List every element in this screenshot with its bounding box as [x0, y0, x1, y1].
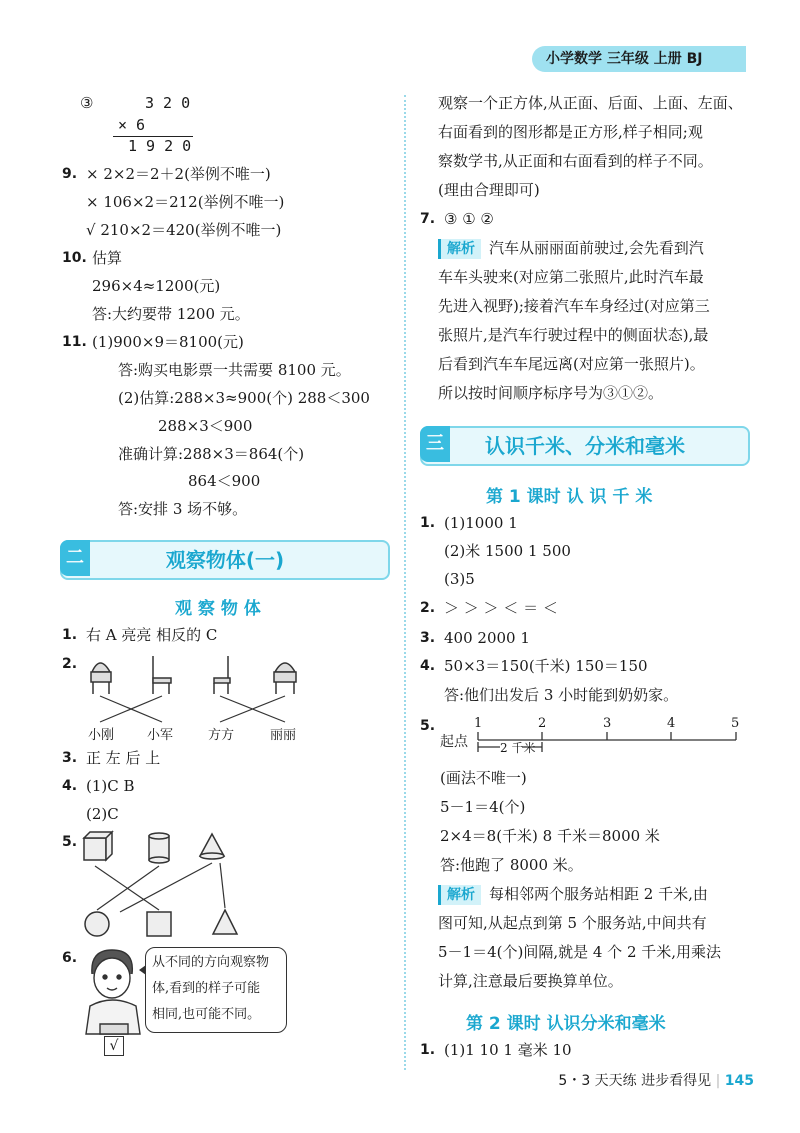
q11-line5: 准确计算:288×3＝864(个)	[118, 445, 305, 463]
b5-line1: (画法不唯一)	[440, 769, 527, 787]
q11-number: 11.	[62, 334, 87, 350]
q3-row2: × 6	[118, 116, 146, 134]
name-lili: 丽丽	[270, 728, 297, 743]
analysis1-text1: 汽车从丽丽面前驶过,会先看到汽	[489, 239, 704, 257]
lesson1-subtitle: 第 1 课时 认 识 千 米	[486, 487, 653, 507]
footer-text: 5・3 天天练 进步看得见	[558, 1073, 716, 1089]
a4-line1: (1)C B	[86, 777, 135, 795]
a3-text: 正 左 后 上	[86, 749, 161, 767]
analysis2-text1: 每相邻两个服务站相距 2 千米,由	[489, 885, 708, 903]
top-line3: 察数学书,从正面和右面看到的样子不同。	[438, 152, 713, 170]
q10-line3: 答:大约要带 1200 元。	[92, 305, 250, 323]
tick-1: 1	[474, 716, 483, 731]
a3-number: 3.	[62, 750, 78, 766]
a1-text: 右 A 亮亮 相反的 C	[86, 626, 218, 644]
b5-line4: 答:他跑了 8000 米。	[440, 856, 583, 874]
tick-2: 2	[538, 716, 547, 731]
speech-bubble-tail	[139, 965, 146, 975]
name-xiaogang: 小刚	[88, 728, 115, 743]
q11-line6: 864＜900	[188, 472, 261, 490]
q10-number: 10.	[62, 250, 87, 266]
span-label: 2 千米	[500, 741, 536, 755]
analysis1-line2: 车车头驶来(对应第二张照片,此时汽车最	[438, 268, 704, 286]
b5-line2: 5－1＝4(个)	[440, 798, 526, 816]
q3-row1: 3 2 0	[145, 94, 191, 112]
analysis2-line3: 5－1＝4(个)间隔,就是 4 个 2 千米,用乘法	[438, 943, 722, 961]
bubble-line2: 体,看到的样子可能	[152, 981, 261, 996]
q7-answer: ③ ① ②	[444, 210, 494, 228]
lesson2-subtitle: 第 2 课时 认识分米和毫米	[466, 1014, 666, 1034]
b4-line2: 答:他们出发后 3 小时能到奶奶家。	[444, 686, 679, 704]
cylinder-icon	[149, 833, 169, 839]
section-title: 认识千米、分米和毫米	[485, 434, 685, 458]
q10-line1: 估算	[92, 249, 123, 267]
footer	[0, 1070, 754, 1090]
section-banner-3	[420, 426, 750, 466]
q11-line3: (2)估算:288×3≈900(个) 288＜300	[118, 389, 370, 407]
analysis1-line6: 所以按时间顺序标序号为③①②。	[438, 384, 664, 402]
analysis1-line1	[438, 238, 704, 259]
b1-line3: (3)5	[444, 570, 475, 588]
header-tag: 小学数学 三年级 上册 BJ	[532, 46, 746, 72]
q7-number: 7.	[420, 211, 436, 227]
cube-icon	[84, 838, 106, 860]
analysis-tag: 解析	[438, 885, 481, 905]
b2-answer: ＞ ＞ ＞ ＜ ＝ ＜	[444, 599, 558, 617]
a6-number: 6.	[62, 950, 78, 966]
analysis-tag: 解析	[438, 239, 481, 259]
shapes-diagram	[80, 828, 260, 940]
boy-illustration	[80, 944, 150, 1039]
footer-separator: |	[715, 1073, 721, 1089]
c1-number: 1.	[420, 1042, 436, 1058]
b3-answer: 400 2000 1	[444, 629, 530, 647]
b4-number: 4.	[420, 658, 436, 674]
name-fangfang: 方方	[208, 728, 235, 743]
c1-answer: (1)1 10 1 毫米 10	[444, 1041, 572, 1059]
q11-line7: 答:安排 3 场不够。	[118, 500, 248, 518]
tick-5: 5	[731, 716, 740, 731]
analysis1-line4: 张照片,是汽车行驶过程中的侧面状态),最	[438, 326, 709, 344]
a5-number: 5.	[62, 834, 78, 850]
analysis1-line5: 后看到汽车车尾远离(对应第一张照片)。	[438, 355, 705, 373]
chair-icon	[92, 663, 110, 672]
q3-row3: 1 9 2 0	[128, 137, 192, 155]
q9-line3: √ 210×2＝420(举例不唯一)	[86, 221, 282, 239]
bubble-line3: 相同,也可能不同。	[152, 1007, 261, 1022]
b3-number: 3.	[420, 630, 436, 646]
section-banner-2	[60, 540, 390, 580]
section-number: 三	[420, 426, 450, 462]
q3-label: ③	[80, 94, 94, 112]
chairs-diagram	[80, 650, 320, 725]
q11-line1: (1)900×9＝8100(元)	[92, 333, 244, 351]
analysis2-line4: 计算,注意最后要换算单位。	[438, 972, 623, 990]
b1-line2: (2)米 1500 1 500	[444, 542, 571, 560]
a2-number: 2.	[62, 656, 78, 672]
square-view-icon	[147, 912, 171, 936]
b5-line3: 2×4＝8(千米) 8 千米＝8000 米	[440, 827, 660, 845]
page-number: 145	[724, 1073, 754, 1089]
b2-number: 2.	[420, 600, 436, 616]
b4-line1: 50×3＝150(千米) 150＝150	[444, 657, 648, 675]
tick-4: 4	[667, 716, 676, 731]
triangle-view-icon	[213, 910, 237, 934]
top-line1: 观察一个正方体,从正面、后面、上面、左面、	[438, 94, 743, 112]
q9-line1: × 2×2＝2＋2(举例不唯一)	[86, 165, 271, 183]
tick-3: 3	[603, 716, 612, 731]
q9-line2: × 106×2＝212(举例不唯一)	[86, 193, 285, 211]
column-divider	[404, 95, 406, 1070]
b5-number: 5.	[420, 718, 436, 734]
analysis2-line1	[438, 884, 708, 905]
b1-line1: (1)1000 1	[444, 514, 518, 532]
b1-number: 1.	[420, 515, 436, 531]
a1-number: 1.	[62, 627, 78, 643]
a4-line2: (2)C	[86, 805, 119, 823]
a4-number: 4.	[62, 778, 78, 794]
q11-line2: 答:购买电影票一共需要 8100 元。	[118, 361, 351, 379]
start-label: 起点	[440, 734, 468, 750]
circle-view-icon	[85, 912, 109, 936]
bubble-line1: 从不同的方向观察物	[152, 955, 270, 970]
q9-number: 9.	[62, 166, 78, 182]
lesson-subtitle: 观 察 物 体	[175, 599, 261, 619]
top-line2: 右面看到的图形都是正方形,样子相同;观	[438, 123, 703, 141]
top-line4: (理由合理即可)	[438, 181, 540, 199]
analysis2-line2: 图可知,从起点到第 5 个服务站,中间共有	[438, 914, 707, 932]
name-xiaojun: 小军	[147, 728, 174, 743]
section-title: 观察物体(一)	[165, 548, 285, 572]
analysis1-line3: 先进入视野);接着汽车车身经过(对应第三	[438, 297, 710, 315]
section-number: 二	[60, 540, 90, 576]
check-box: √	[104, 1036, 124, 1056]
q11-line4: 288×3＜900	[158, 417, 253, 435]
q10-line2: 296×4≈1200(元)	[92, 277, 221, 295]
